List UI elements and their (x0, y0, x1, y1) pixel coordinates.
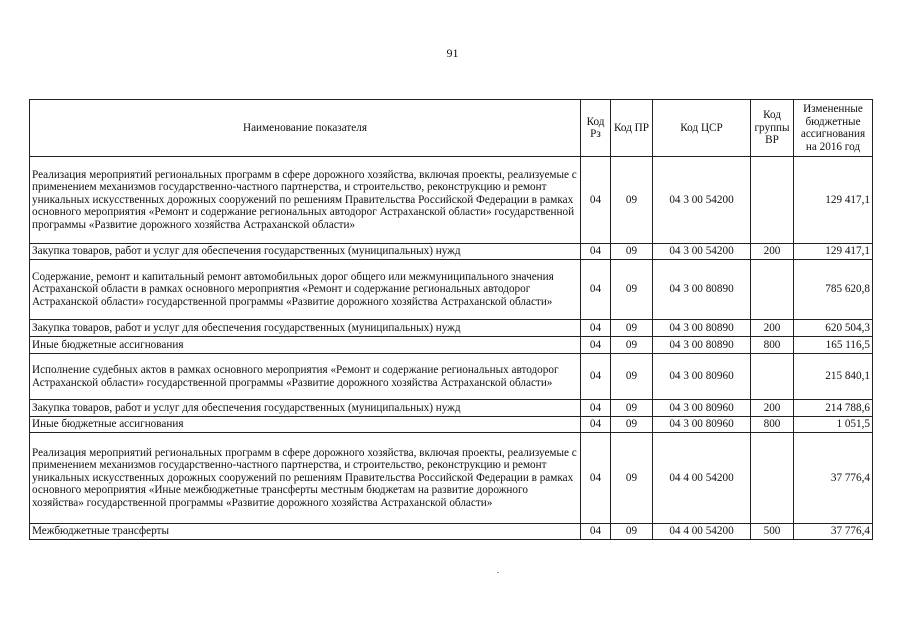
row-pr: 09 (611, 157, 653, 244)
row-name: Реализация мероприятий региональных программ в сфере дорожного хозяйства, включая проекты, реализуемые с применением механизмов государственно-частного партнерства, и строительство, реконструкцию и ремонт уникальных искусственных дорожных сооружений по решениям Правительства Российской Федерации в рамках основного мероприятия «Иные межбюджетные трансферты местным бюджетам на развитие дорожного хозяйства» государственной программы «Развитие дорожного хозяйства Астраханской области» (30, 433, 581, 524)
row-csr: 04 3 00 80960 (653, 400, 751, 417)
row-rz: 04 (581, 320, 611, 337)
row-vr: 500 (751, 524, 794, 540)
row-pr: 09 (611, 400, 653, 417)
header-vr: Код группы ВР (751, 100, 794, 157)
row-pr: 09 (611, 320, 653, 337)
row-vr: 200 (751, 320, 794, 337)
row-name: Закупка товаров, работ и услуг для обеспечения государственных (муниципальных) нужд (30, 244, 581, 260)
row-csr: 04 3 00 80960 (653, 417, 751, 433)
table-row (30, 417, 873, 433)
row-rz: 04 (581, 433, 611, 524)
row-amount: 785 620,8 (794, 260, 873, 320)
row-amount: 165 116,5 (794, 337, 873, 354)
table-row (30, 524, 873, 540)
row-vr: 800 (751, 337, 794, 354)
table-row (30, 157, 873, 244)
table-row (30, 400, 873, 417)
row-pr: 09 (611, 524, 653, 540)
table-row (30, 433, 873, 524)
row-rz: 04 (581, 157, 611, 244)
scan-speck (497, 572, 499, 573)
row-csr: 04 3 00 80960 (653, 354, 751, 400)
row-vr (751, 157, 794, 244)
row-name: Реализация мероприятий региональных программ в сфере дорожного хозяйства, включая проекты, реализуемые с применением механизмов государственно-частного партнерства, и строительство, реконструкцию и ремонт уникальных искусственных дорожных сооружений по решениям Правительства Российской Федерации в рамках основного мероприятия «Ремонт и содержание региональных автодорог Астраханской области» государственной программы «Развитие дорожного хозяйства Астраханской области» (30, 157, 581, 244)
header-name: Наименование показателя (30, 100, 581, 157)
row-csr: 04 3 00 80890 (653, 320, 751, 337)
row-amount: 37 776,4 (794, 433, 873, 524)
row-name: Закупка товаров, работ и услуг для обеспечения государственных (муниципальных) нужд (30, 400, 581, 417)
row-rz: 04 (581, 354, 611, 400)
row-rz: 04 (581, 260, 611, 320)
table-header-row (30, 100, 873, 157)
header-amount: Измененные бюджетные ассигнования на 2016 год (794, 100, 873, 157)
row-name: Исполнение судебных актов в рамках основного мероприятия «Ремонт и содержание региональных автодорог Астраханской области» государственной программы «Развитие дорожного хозяйства Астраханской области» (30, 354, 581, 400)
row-csr: 04 4 00 54200 (653, 524, 751, 540)
row-amount: 129 417,1 (794, 244, 873, 260)
row-rz: 04 (581, 417, 611, 433)
row-name: Закупка товаров, работ и услуг для обеспечения государственных (муниципальных) нужд (30, 320, 581, 337)
header-csr: Код ЦСР (653, 100, 751, 157)
row-vr (751, 260, 794, 320)
row-name: Иные бюджетные ассигнования (30, 417, 581, 433)
row-csr: 04 3 00 80890 (653, 260, 751, 320)
budget-table (29, 99, 873, 540)
row-vr: 200 (751, 400, 794, 417)
row-amount: 215 840,1 (794, 354, 873, 400)
row-vr (751, 433, 794, 524)
row-amount: 620 504,3 (794, 320, 873, 337)
row-amount: 214 788,6 (794, 400, 873, 417)
row-amount: 1 051,5 (794, 417, 873, 433)
table-row (30, 244, 873, 260)
row-name: Межбюджетные трансферты (30, 524, 581, 540)
row-csr: 04 3 00 80890 (653, 337, 751, 354)
header-rz: Код Рз (581, 100, 611, 157)
row-rz: 04 (581, 244, 611, 260)
row-pr: 09 (611, 417, 653, 433)
page-number: 91 (446, 46, 459, 60)
row-amount: 37 776,4 (794, 524, 873, 540)
row-vr: 800 (751, 417, 794, 433)
row-pr: 09 (611, 433, 653, 524)
table-row (30, 260, 873, 320)
table-row (30, 320, 873, 337)
row-csr: 04 3 00 54200 (653, 244, 751, 260)
row-name: Иные бюджетные ассигнования (30, 337, 581, 354)
row-pr: 09 (611, 260, 653, 320)
row-amount: 129 417,1 (794, 157, 873, 244)
table-row (30, 337, 873, 354)
row-rz: 04 (581, 337, 611, 354)
row-pr: 09 (611, 354, 653, 400)
row-rz: 04 (581, 524, 611, 540)
header-pr: Код ПР (611, 100, 653, 157)
row-name: Содержание, ремонт и капитальный ремонт автомобильных дорог общего или межмуниципального значения Астраханской области в рамках основного мероприятия «Ремонт и содержание региональных автодорог Астраханской области» государственной программы «Развитие дорожного хозяйства Астраханской области» (30, 260, 581, 320)
row-rz: 04 (581, 400, 611, 417)
row-pr: 09 (611, 244, 653, 260)
row-pr: 09 (611, 337, 653, 354)
row-vr (751, 354, 794, 400)
row-vr: 200 (751, 244, 794, 260)
table-row (30, 354, 873, 400)
row-csr: 04 4 00 54200 (653, 433, 751, 524)
row-csr: 04 3 00 54200 (653, 157, 751, 244)
